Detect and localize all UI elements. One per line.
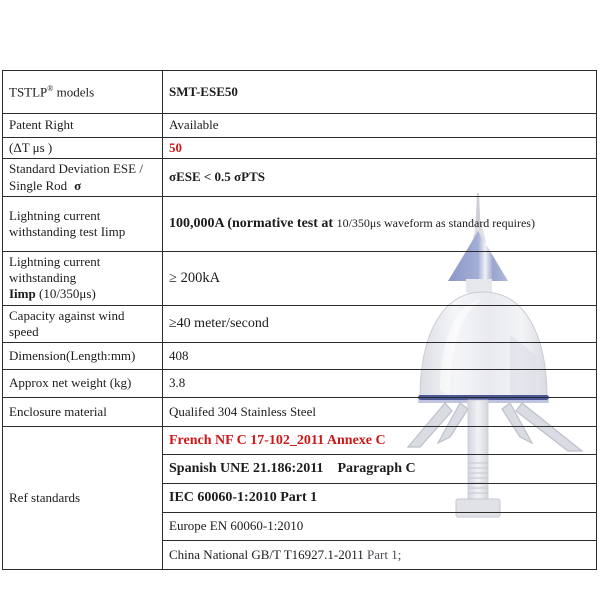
delta-t-label: (ΔT μs ) (3, 138, 163, 159)
enclosure-label: Enclosure material (3, 398, 163, 427)
withstand-value: ≥ 200kA (163, 251, 597, 305)
test-current-value: 100,000A (normative test at 10/350μs waveform as standard requires) (163, 196, 597, 251)
test-current-label: Lightning current withstanding test Iimp (3, 196, 163, 251)
table-row (3, 71, 597, 114)
standard-iec: IEC 60060-1:2010 Part 1 (163, 484, 597, 513)
weight-value: 3.8 (163, 370, 597, 398)
standard-europe: Europe EN 60060-1:2010 (163, 513, 597, 541)
std-dev-value: σESE < 0.5 σPTS (163, 159, 597, 197)
patent-value: Available (163, 114, 597, 138)
weight-label: Approx net weight (kg) (3, 370, 163, 398)
registered-trademark-mark: ® (47, 83, 54, 93)
dimension-value: 408 (163, 343, 597, 370)
delta-t-value: 50 (163, 138, 597, 159)
table-row (3, 427, 597, 455)
wind-value: ≥40 meter/second (163, 305, 597, 343)
model-label: TSTLP® models (3, 71, 163, 114)
table-row (3, 305, 597, 343)
withstand-label: Lightning current withstanding Iimp (10/350μs) (3, 251, 163, 305)
table-row (3, 343, 597, 370)
dimension-label: Dimension(Length:mm) (3, 343, 163, 370)
enclosure-value: Qualifed 304 Stainless Steel (163, 398, 597, 427)
table-row (3, 370, 597, 398)
standard-french: French NF C 17-102_2011 Annexe C (163, 427, 597, 455)
wind-label: Capacity against wind speed (3, 305, 163, 343)
spec-table (2, 70, 597, 570)
patent-label: Patent Right (3, 114, 163, 138)
table-row (3, 196, 597, 251)
sigma-symbol: σ (74, 177, 82, 193)
table-row (3, 159, 597, 197)
table-row (3, 114, 597, 138)
model-value: SMT-ESE50 (163, 71, 597, 114)
std-dev-label: Standard Deviation ESE / Single Rod σ (3, 159, 163, 197)
standard-spanish: Spanish UNE 21.186:2011 Paragraph C (163, 455, 597, 484)
table-row (3, 138, 597, 159)
table-row (3, 251, 597, 305)
ref-standards-label: Ref standards (3, 427, 163, 570)
table-row (3, 398, 597, 427)
standard-china: China National GB/T T16927.1-2011 Part 1; (163, 541, 597, 570)
